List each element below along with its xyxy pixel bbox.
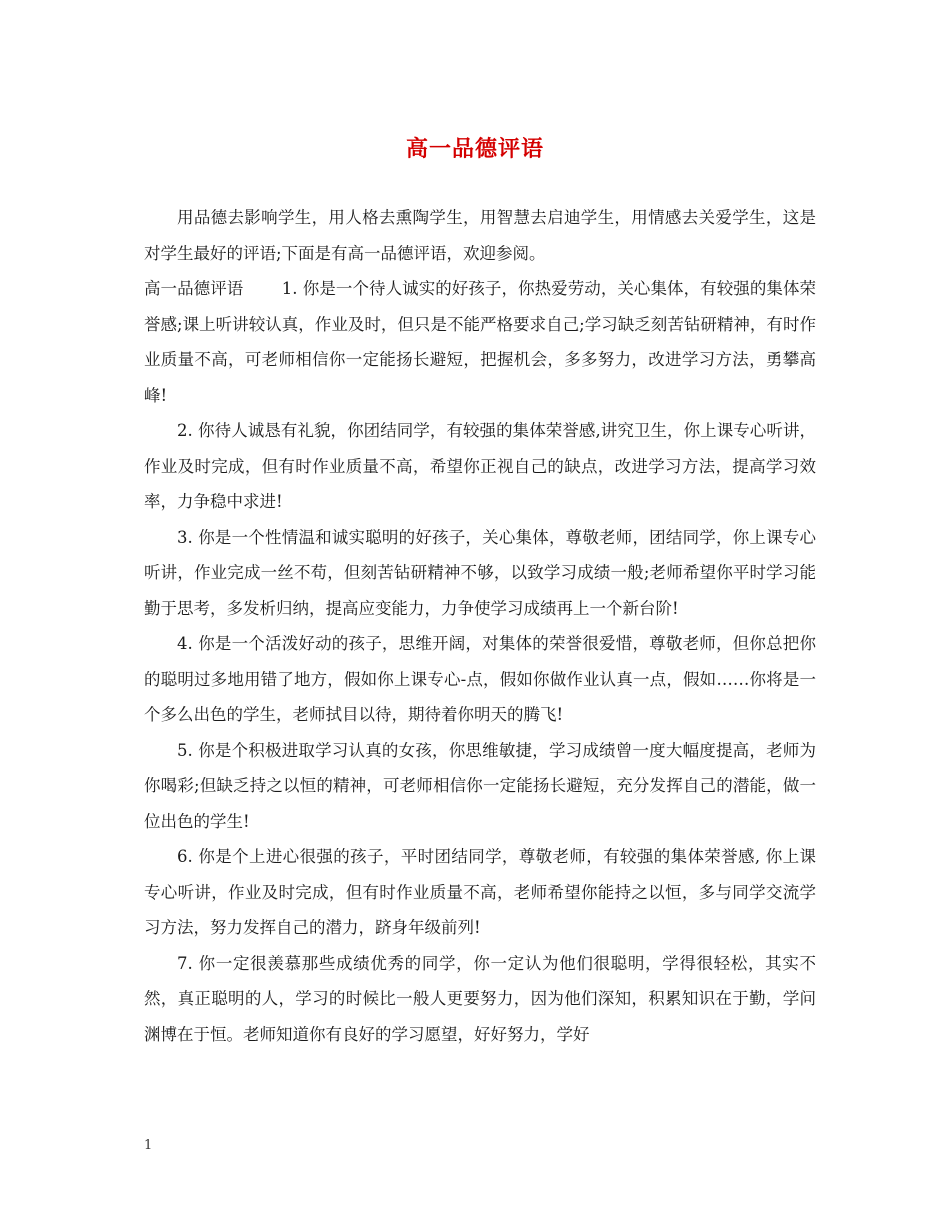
paragraph-item-5: 5. 你是个积极进取学习认真的女孩，你思维敏捷，学习成绩曾一度大幅度提高，老师为你喝彩;但缺乏持之以恒的精神，可老师相信你一定能扬长避短，充分发挥自己的潜能，做一位出色的学生! xyxy=(144,740,816,831)
paragraph-intro: 用品德去影响学生，用人格去熏陶学生，用智慧去启迪学生，用情感去关爱学生，这是对学生最好的评语;下面是有高一品德评语，欢迎参阅。 xyxy=(144,208,816,263)
document-title: 高一品德评语 xyxy=(405,136,544,162)
document-body xyxy=(144,200,816,1052)
paragraph-item-4: 4. 你是一个活泼好动的孩子，思维开阔，对集体的荣誉很爱惜，尊敬老师，但你总把你的聪明过多地用错了地方，假如你上课专心-点，假如你做作业认真一点，假如……你将是一个多么出色的学生，老师拭目以待，期待着你明天的腾飞! xyxy=(144,634,816,724)
paragraph-item-2: 2. 你待人诚恳有礼貌，你团结同学，有较强的集体荣誉感,讲究卫生，你上课专心听讲，作业及时完成，但有时作业质量不高，希望你正视自己的缺点，改进学习方法，提高学习效率，力争稳中求进! xyxy=(144,421,816,511)
paragraph-item-7: 7. 你一定很羡慕那些成绩优秀的同学，你一定认为他们很聪明，学得很轻松，其实不然，真正聪明的人，学习的时候比一般人更要努力，因为他们深知，积累知识在于勤，学问渊博在于恒。老师知道你有良好的学习愿望，好好努力，学好 xyxy=(144,953,816,1044)
paragraph-item-3: 3. 你是一个性情温和诚实聪明的好孩子，关心集体，尊敬老师，团结同学，你上课专心听讲，作业完成一丝不苟，但刻苦钻研精神不够，以致学习成绩一般;老师希望你平时学习能勤于思考，多发析归纳，提高应变能力，力争使学习成绩再上一个新台阶! xyxy=(144,527,816,618)
page-number: 1 xyxy=(144,1138,153,1153)
paragraph-item-6: 6. 你是个上进心很强的孩子，平时团结同学，尊敬老师，有较强的集体荣誉感, 你上课专心听讲，作业及时完成，但有时作业质量不高，老师希望你能持之以恒，多与同学交流学习方法，努力发挥自己的潜力，跻身年级前列! xyxy=(144,847,816,937)
paragraph-item-1: 高一品德评语 1. 你是一个待人诚实的好孩子，你热爱劳动，关心集体，有较强的集体荣誉感;课上听讲较认真，作业及时，但只是不能严格要求自己;学习缺乏刻苦钻研精神，有时作业质量不高，可老师相信你一定能扬长避短，把握机会，多多努力，改进学习方法，勇攀高峰! xyxy=(144,279,816,405)
